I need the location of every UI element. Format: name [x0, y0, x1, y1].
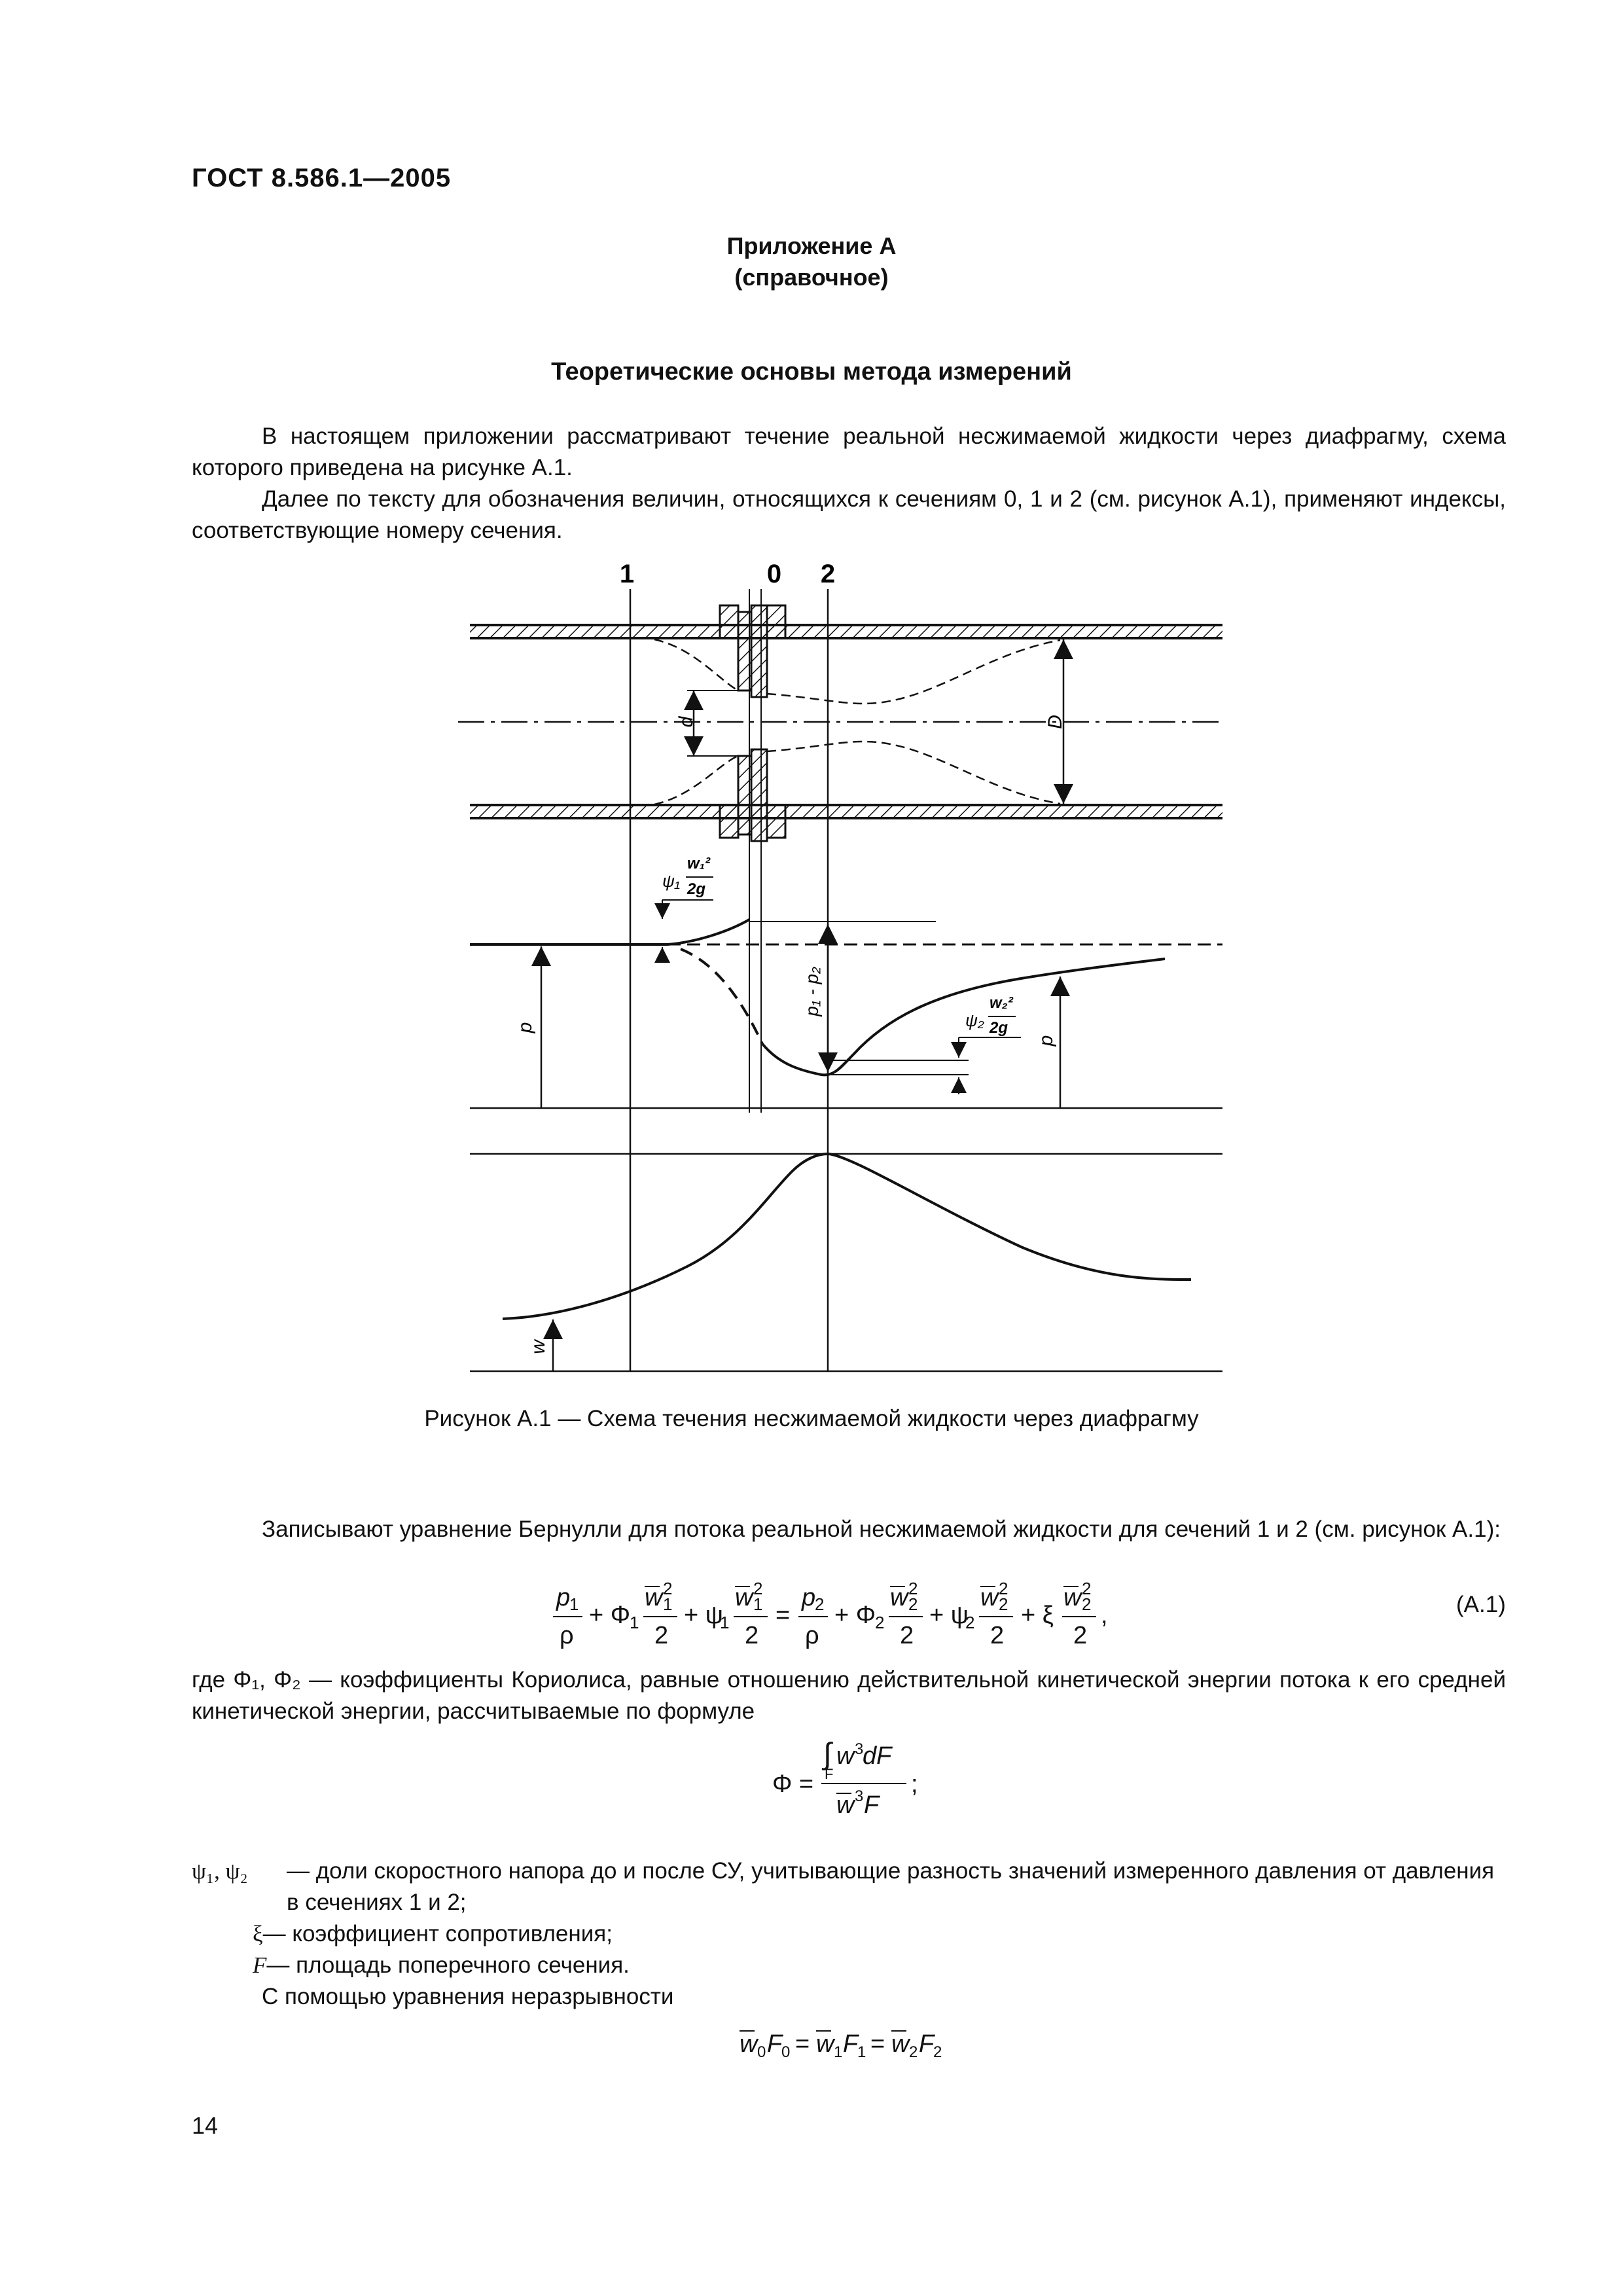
svg-text:w: w — [890, 1584, 908, 1611]
svg-text:2: 2 — [1082, 1594, 1092, 1614]
svg-text:w: w — [740, 2030, 758, 2058]
dimension-D-label: D — [1044, 715, 1066, 729]
pressure-diagram — [470, 900, 1222, 1108]
svg-text:+ Φ: + Φ — [834, 1602, 876, 1629]
svg-text:2: 2 — [1073, 1622, 1088, 1649]
definition-symbol: ξ — [253, 1921, 263, 1946]
dimension-d-label: d — [675, 716, 697, 728]
definition-xi — [192, 1918, 1506, 1950]
definitions-list — [192, 1856, 1506, 2013]
bernoulli-intro: Записывают уравнение Бернулли для потока реальной несжимаемой жидкости для сечений 1 и 2 (см. рисунок А.1): — [262, 1516, 1501, 1542]
svg-text:w: w — [645, 1584, 663, 1611]
coriolis-text: где Φ₁, Φ₂ — коэффициенты Кориолиса, равные отношению действительной кинетической энергии потока к его средней кинетической энергии, рассчитываемые по формуле — [192, 1667, 1506, 1724]
svg-text:0: 0 — [757, 2043, 766, 2061]
pipe-wall-top — [470, 625, 1222, 638]
svg-text:F: F — [919, 2030, 935, 2058]
svg-text:2: 2 — [999, 1579, 1008, 1598]
svg-text:w: w — [1063, 1584, 1082, 1611]
section-label-0: 0 — [766, 560, 782, 588]
svg-text:w: w — [980, 1584, 999, 1611]
svg-text:1: 1 — [857, 2043, 866, 2061]
svg-text:2: 2 — [745, 1622, 759, 1649]
svg-text:2: 2 — [654, 1622, 669, 1649]
equation-continuity — [733, 2019, 982, 2072]
section-title: Теоретические основы метода измерений — [551, 358, 1072, 386]
pressure-label-left: p — [514, 1022, 536, 1033]
definition-symbol: F — [253, 1952, 267, 1978]
svg-text:,: , — [1101, 1602, 1108, 1629]
svg-text:2: 2 — [1082, 1579, 1092, 1598]
svg-text:2: 2 — [908, 1594, 918, 1614]
svg-text:dF: dF — [863, 1742, 892, 1770]
svg-text:2: 2 — [965, 1613, 975, 1632]
velocity-diagram — [470, 1154, 1222, 1371]
svg-text:0: 0 — [781, 2043, 791, 2061]
psi2-label: ψ₂ — [965, 1011, 984, 1030]
pressure-label-right: p — [1035, 1035, 1057, 1047]
paragraph-indices: Далее по тексту для обозначения величин, относящихся к сечениям 0, 1 и 2 (см. рисунок А.1), применяют индексы, соответствующие номеру сечения. — [192, 486, 1506, 543]
velocity-label: w — [527, 1340, 549, 1354]
psi1-w1-sq: w₁² — [687, 855, 711, 872]
svg-text:2: 2 — [663, 1579, 673, 1598]
section-label-2: 2 — [820, 560, 836, 588]
svg-text:w: w — [816, 2030, 834, 2058]
svg-text:=: = — [776, 1602, 791, 1629]
definition-text: — коэффициент сопротивления; — [262, 1921, 613, 1946]
svg-text:w: w — [891, 2030, 910, 2058]
definition-text: — площадь поперечного сечения. — [266, 1952, 630, 1978]
svg-text:2: 2 — [933, 2043, 942, 2061]
psi1-label: ψ₁ — [662, 871, 681, 891]
svg-text:2: 2 — [908, 1579, 918, 1598]
svg-text:1: 1 — [720, 1613, 730, 1632]
svg-text:F: F — [843, 2030, 859, 2058]
equation-number: (А.1) — [1456, 1592, 1506, 1617]
svg-text:1: 1 — [753, 1594, 763, 1614]
svg-text:2: 2 — [753, 1579, 763, 1598]
svg-text:F: F — [864, 1791, 880, 1819]
svg-text:+ ψ: + ψ — [684, 1602, 723, 1629]
document-header: ГОСТ 8.586.1—2005 — [192, 164, 452, 192]
svg-text:2: 2 — [900, 1622, 914, 1649]
svg-text:3: 3 — [855, 1740, 864, 1758]
appendix-title: Приложение А — [726, 232, 897, 259]
svg-text:Φ =: Φ = — [772, 1770, 814, 1798]
psi1-2g: 2g — [687, 880, 706, 898]
svg-text:1: 1 — [630, 1613, 639, 1632]
figure-caption: Рисунок А.1 — Схема течения несжимаемой жидкости через диафрагму — [424, 1406, 1199, 1431]
svg-text:+ ξ: + ξ — [1021, 1602, 1054, 1629]
pipe-wall-bottom — [470, 805, 1222, 818]
svg-text:ρ: ρ — [805, 1622, 819, 1649]
page-number: 14 — [192, 2112, 219, 2139]
definition-f — [192, 1950, 1506, 1981]
svg-text:2: 2 — [990, 1622, 1005, 1649]
svg-text:F: F — [767, 2030, 783, 2058]
psi2-2g: 2g — [990, 1019, 1008, 1037]
svg-text:1: 1 — [834, 2043, 843, 2061]
svg-text:ρ: ρ — [560, 1622, 574, 1649]
svg-text:=: = — [795, 2030, 810, 2058]
svg-text:+ Φ: + Φ — [589, 1602, 631, 1629]
appendix-type: (справочное) — [734, 264, 889, 291]
definition-psi — [192, 1856, 1506, 1918]
svg-text:∫: ∫ — [823, 1736, 832, 1770]
svg-text:3: 3 — [855, 1787, 864, 1805]
section-label-1: 1 — [619, 560, 635, 588]
equation-coriolis — [759, 1734, 955, 1833]
svg-text:1: 1 — [569, 1594, 579, 1614]
svg-text:=: = — [870, 2030, 885, 2058]
svg-text:2: 2 — [999, 1594, 1008, 1614]
flow-boundary-upper — [654, 639, 1060, 704]
svg-text:p: p — [802, 1584, 816, 1611]
psi2-w2-sq: w₂² — [990, 994, 1013, 1012]
svg-text:2: 2 — [875, 1613, 885, 1632]
svg-text:2: 2 — [815, 1594, 825, 1614]
pressure-diff-label: p₁ - p₂ — [802, 967, 822, 1016]
svg-text:1: 1 — [663, 1594, 673, 1614]
orifice-plate — [720, 605, 785, 841]
svg-text:2: 2 — [909, 2043, 918, 2061]
svg-text:+ ψ: + ψ — [929, 1602, 969, 1629]
continuity-text: С помощью уравнения неразрывности — [262, 1984, 674, 2009]
svg-text:p: p — [556, 1584, 571, 1611]
flow-boundary-lower — [654, 742, 1060, 804]
svg-text:w: w — [836, 1791, 855, 1819]
definition-text: — доли скоростного напора до и после СУ, учитывающие разность значений измеренного давления от давления в сечениях 1 и 2; — [287, 1858, 1495, 1915]
svg-text:F: F — [825, 1766, 834, 1782]
svg-text:;: ; — [911, 1770, 918, 1798]
equation-a1 — [524, 1576, 1178, 1655]
svg-text:w: w — [836, 1742, 855, 1770]
definition-symbol: ψ₁, ψ₂ — [192, 1858, 248, 1884]
svg-text:w: w — [735, 1584, 753, 1611]
paragraph-intro: В настоящем приложении рассматривают течение реальной несжимаемой жидкости через диафрагму, схема которого приведена на рисунке А.1. — [192, 423, 1506, 480]
